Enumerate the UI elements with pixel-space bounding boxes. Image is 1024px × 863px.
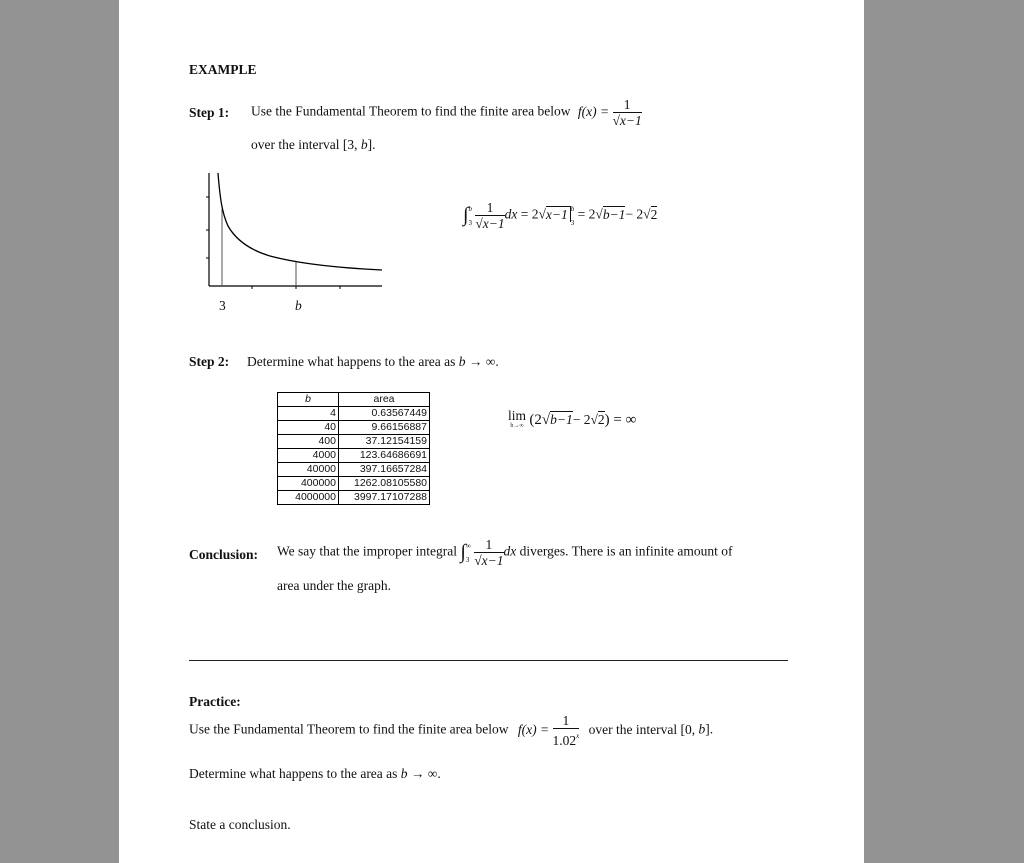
table-row: 40 9.66156887 [278,421,430,435]
conclusion-line2: area under the graph. [277,578,391,593]
step1-label: Step 1: [189,105,230,120]
step2-text: Determine what happens to the area as b → ∞. [247,354,499,369]
function-graph [200,168,390,293]
table-row: 40000 397.16657284 [278,463,430,477]
practice-text: Use the Fundamental Theorem to find the finite area below f(x) = $\frac{1}{1.02^x}$ over the interval [0, b]. [189,713,714,748]
tick-label-3: 3 [219,298,226,313]
table-row: 4 0.63567449 [278,407,430,421]
table-row: 400 37.12154159 [278,435,430,449]
integral-equation: ∫ b 3 $\frac{1}{√x-1}$ dx = 2√x−1 b 3 = 2√b−1− 2√2 [463,200,658,231]
table-row: 400000 1262.08105580 [278,477,430,491]
practice-line2: Determine what happens to the area as b → ∞. [189,766,441,781]
divider [189,660,788,661]
table-header: b area [278,393,430,407]
limit-equation: lim b→∞ (2√b−1− 2√2) = ∞ [508,408,637,429]
example-heading: EXAMPLE [189,62,257,77]
practice-heading: Practice: [189,694,241,709]
conclusion-label: Conclusion: [189,547,259,562]
table-row: 4000 123.64686691 [278,449,430,463]
ticks [206,197,340,289]
area-table [277,392,430,505]
table-row: 4000000 3997.17107288 [278,491,430,505]
step2-label: Step 2: [189,354,230,369]
step1-interval: over the interval [3, b]. [251,137,376,152]
step1-text: Use the Fundamental Theorem to find the finite area below f(x) = $\frac{1}{√x-1}$ [251,97,642,128]
tick-label-b: b [295,298,302,313]
practice-line3: State a conclusion. [189,817,291,832]
fraction: $\frac{1}{√x-1}$ [612,97,642,128]
conclusion-text: We say that the improper integral ∫ ∞ 3 $\frac{1}{√x-1}$ dx diverges. There is an infinite amount of [277,537,733,568]
curve [218,173,382,270]
